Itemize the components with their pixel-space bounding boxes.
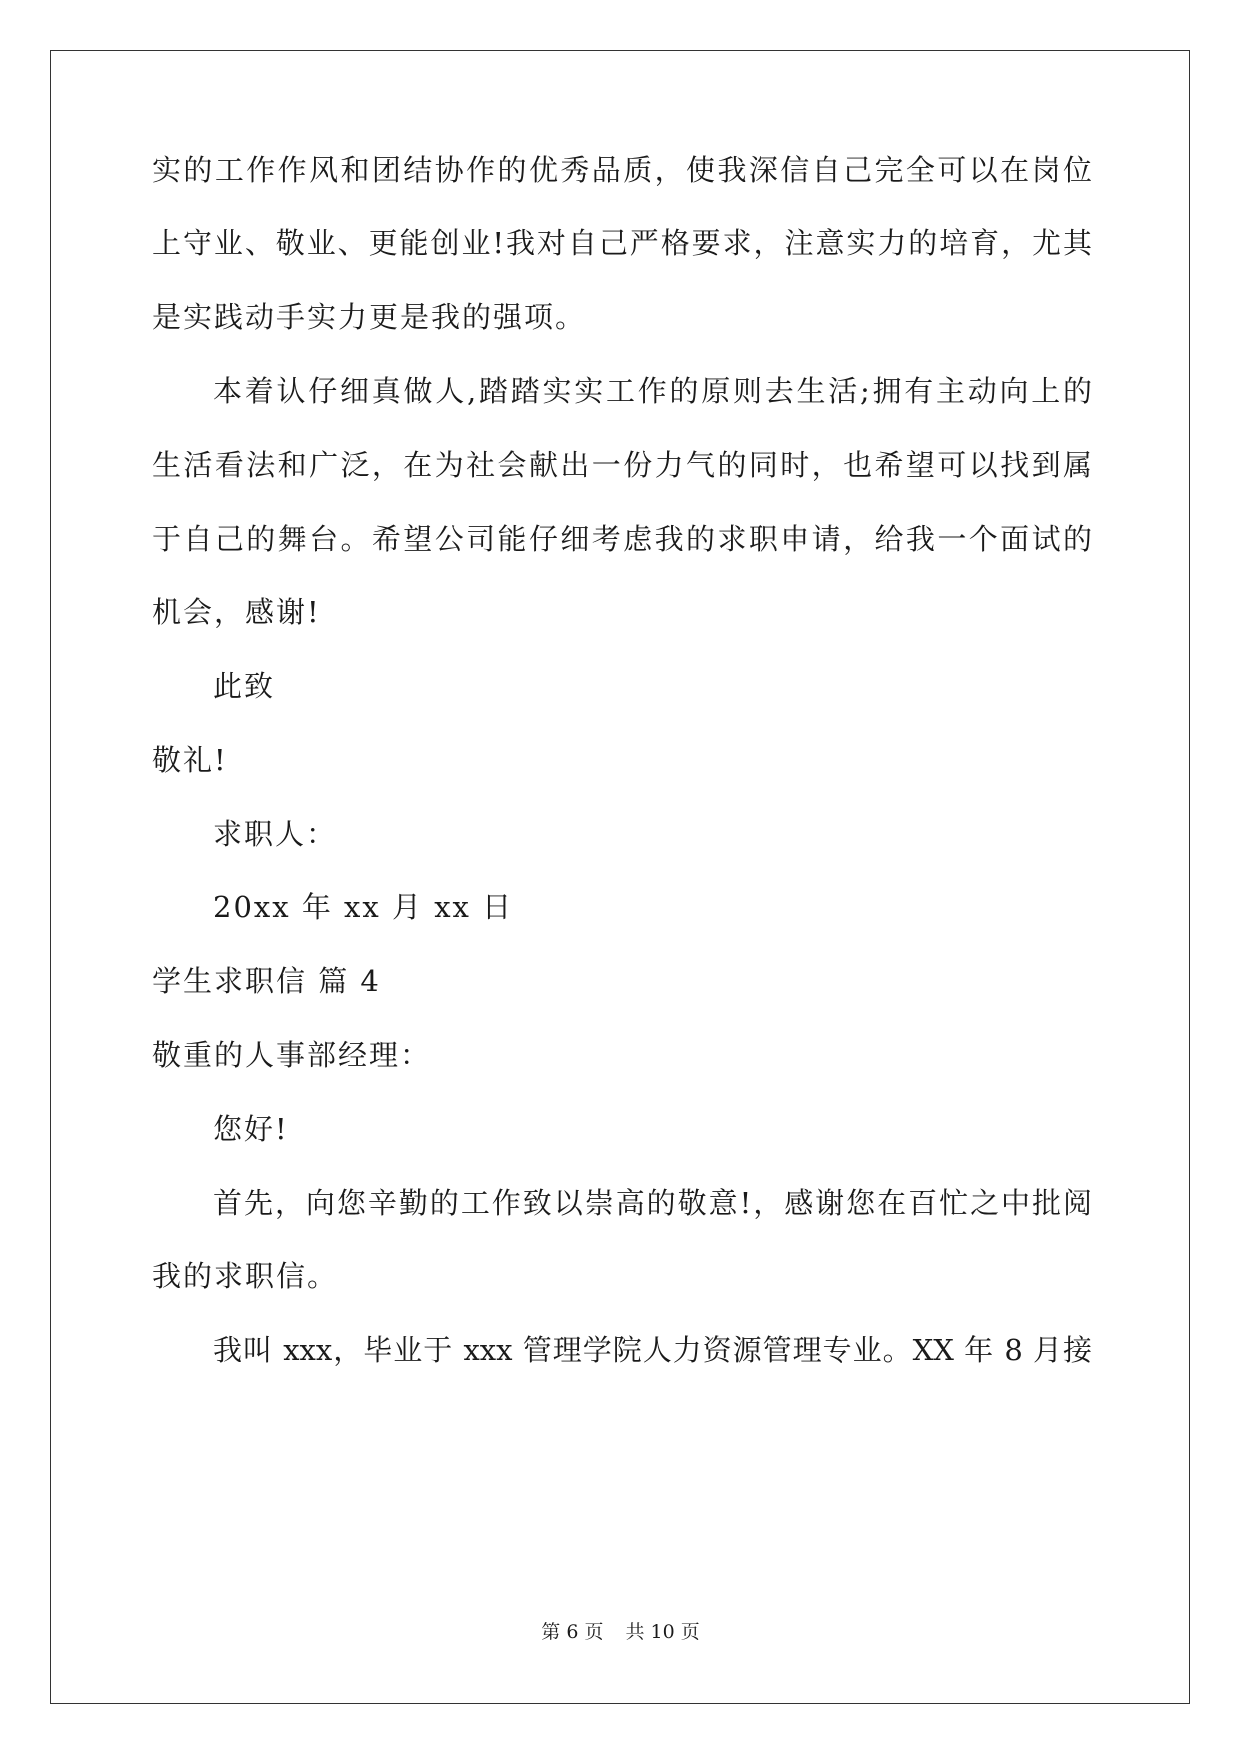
paragraph-line: 是实践动手实力更是我的强项。 [152,300,587,334]
salutation-regards: 敬礼! [152,743,228,777]
paragraph-line: 机会，感谢! [152,595,321,629]
paragraph-line: 我叫 xxx，毕业于 xxx 管理学院人力资源管理专业。XX 年 8 月接 [213,1333,1092,1367]
paragraph-line: 我的求职信。 [152,1259,339,1293]
paragraph-line: 上守业、敬业、更能创业!我对自己严格要求，注意实力的培育，尤其 [152,226,1092,260]
applicant-label: 求职人： [213,817,338,851]
date-line: 20xx 年 xx 月 xx 日 [213,890,514,924]
paragraph-line: 生活看法和广泛，在为社会献出一份力气的同时，也希望可以找到属 [152,448,1092,482]
section-heading: 学生求职信 篇 4 [152,964,381,998]
page-number: 第 6 页 [541,1621,604,1643]
paragraph-line: 首先，向您辛勤的工作致以崇高的敬意!，感谢您在百忙之中批阅 [213,1186,1092,1220]
paragraph-line: 于自己的舞台。希望公司能仔细考虑我的求职申请，给我一个面试的 [152,522,1092,556]
hello-line: 您好! [213,1112,289,1146]
page-total: 共 10 页 [625,1621,700,1643]
paragraph-line: 实的工作作风和团结协作的优秀品质，使我深信自己完全可以在岗位 [152,153,1092,187]
letter-greeting: 敬重的人事部经理： [152,1038,432,1072]
page-footer [0,1620,1241,1644]
salutation-closing: 此致 [213,669,276,703]
paragraph-line: 本着认仔细真做人,踏踏实实工作的原则去生活;拥有主动向上的 [213,374,1092,408]
